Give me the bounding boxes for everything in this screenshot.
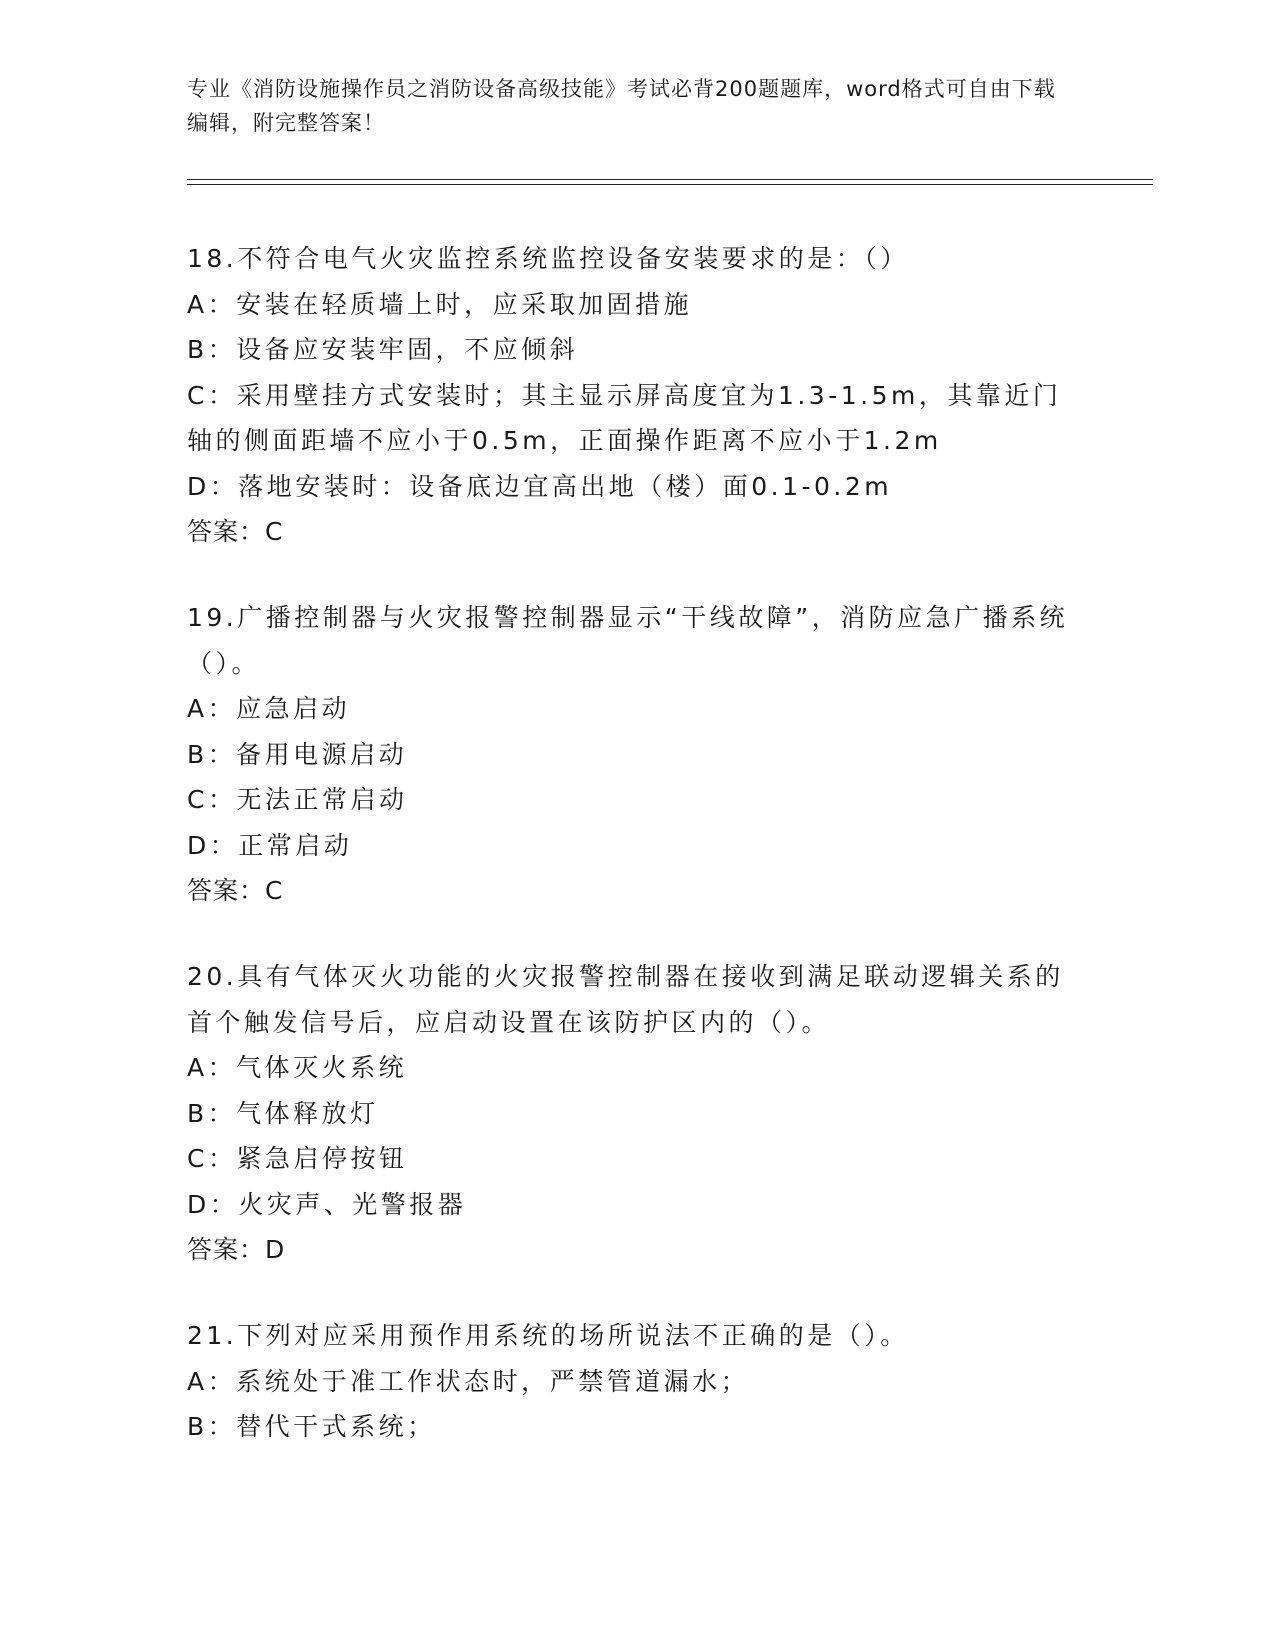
answer: 答案：D xyxy=(187,1235,286,1264)
question-list xyxy=(187,236,1087,1490)
option-d: D：火灾声、光警报器 xyxy=(187,1189,467,1219)
question-20 xyxy=(187,954,1087,1273)
question-stem: 18.不符合电气火灾监控系统监控设备安装要求的是：（） xyxy=(187,244,909,273)
answer: 答案：C xyxy=(187,876,284,905)
option-b: B：替代干式系统； xyxy=(187,1412,436,1441)
question-21 xyxy=(187,1313,1087,1450)
question-19 xyxy=(187,595,1087,914)
option-a: A：应急启动 xyxy=(187,694,351,723)
option-d: D：落地安装时：设备底边宜高出地（楼）面0.1-0.2m xyxy=(187,471,893,501)
question-18 xyxy=(187,236,1087,555)
option-a: A：安装在轻质墙上时，应采取加固措施 xyxy=(187,289,693,319)
option-c: C：紧急启停按钮 xyxy=(187,1144,408,1173)
document-header: 专业《消防设施操作员之消防设备高级技能》考试必背200题题库，word格式可自由下载编辑，附完整答案！ xyxy=(187,77,1056,135)
option-a: A：系统处于准工作状态时，严禁管道漏水； xyxy=(187,1366,750,1396)
option-d: D：正常启动 xyxy=(187,830,353,860)
question-stem: 21.下列对应采用预作用系统的场所说法不正确的是（）。 xyxy=(187,1321,909,1350)
option-c: C：无法正常启动 xyxy=(187,785,408,814)
option-b: B：备用电源启动 xyxy=(187,739,408,769)
header-divider-top xyxy=(187,179,1153,180)
question-stem: 19.广播控制器与火灾报警控制器显示“干线故障”，消防应急广播系统（）。 xyxy=(187,603,1069,678)
answer: 答案：C xyxy=(187,517,284,546)
option-a: A：气体灭火系统 xyxy=(187,1053,408,1082)
option-c: C：采用壁挂方式安装时；其主显示屏高度宜为1.3-1.5m，其靠近门轴的侧面距墙不应小于0.5m，正面操作距离不应小于1.2m xyxy=(187,380,1062,455)
header-divider-bottom xyxy=(187,184,1153,185)
option-b: B：气体释放灯 xyxy=(187,1098,379,1128)
question-stem: 20.具有气体灭火功能的火灾报警控制器在接收到满足联动逻辑关系的首个触发信号后，应启动设置在该防护区内的（）。 xyxy=(187,962,1064,1037)
option-b: B：设备应安装牢固，不应倾斜 xyxy=(187,335,579,364)
